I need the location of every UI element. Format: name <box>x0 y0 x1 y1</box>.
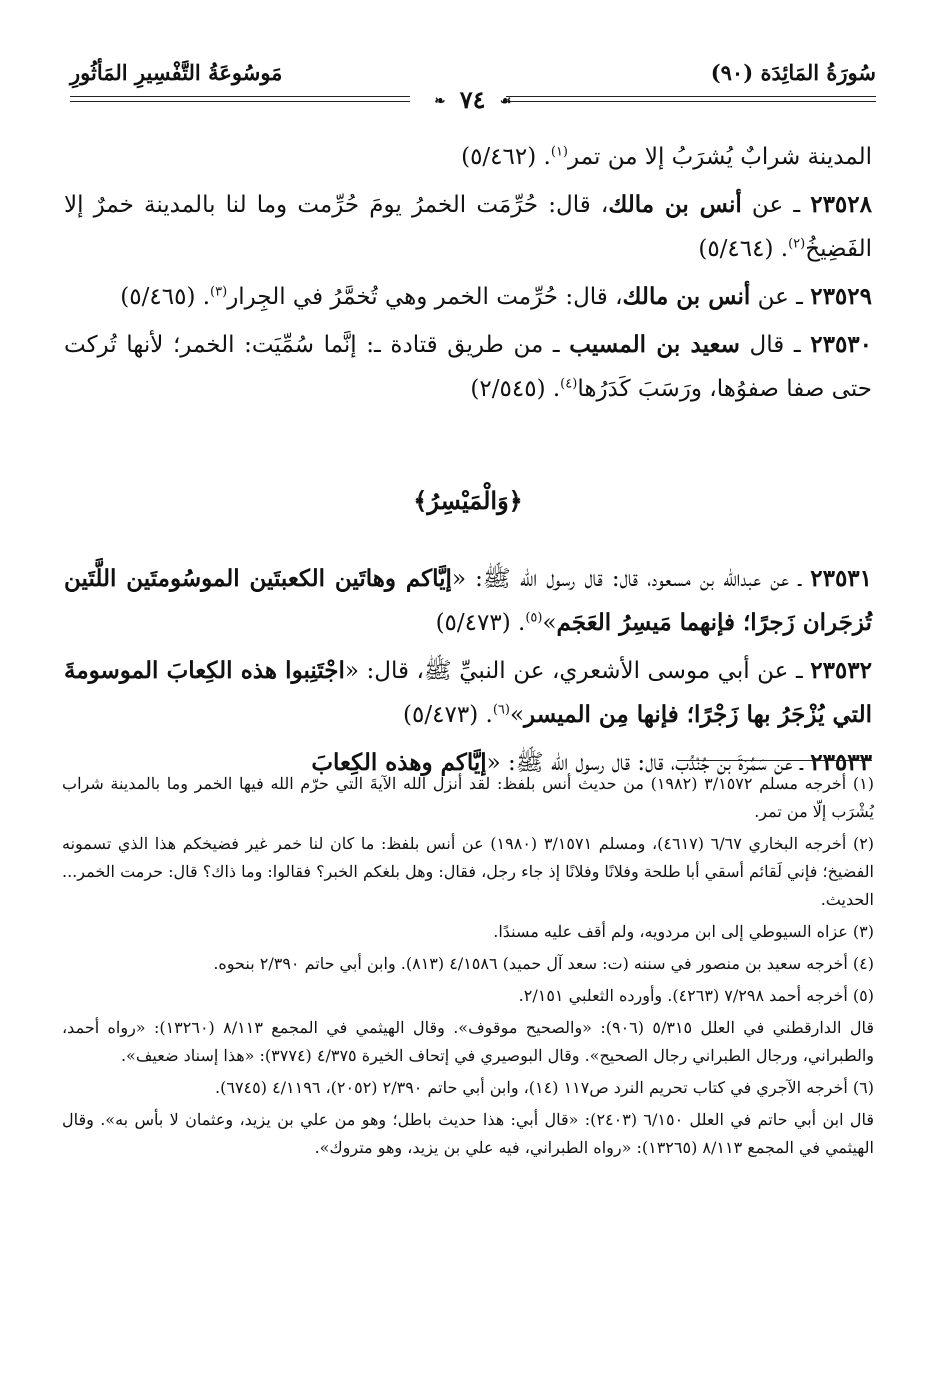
entry-23529 <box>64 275 872 319</box>
entry-text: ، قال: حُرِّمَت الخمرُ يومَ حُرِّمت وما لنا بالمدينة خمرٌ إلا الفَضِيخُ <box>64 192 872 262</box>
section-heading: ﴿وَالْمَيْسِرُ﴾ <box>413 486 523 515</box>
footnote-4: (٤) أخرجه سعيد بن منصور في سننه (ت: سعد آل حميد) ٤/١٥٨٦ (٨١٣). وابن أبي حاتم ٢/٣٩٠ بنحوه. <box>213 954 874 973</box>
main-text <box>64 135 872 789</box>
footnote-separator <box>677 760 872 761</box>
entry-23531 <box>64 557 872 645</box>
hadith-text: اجْتَنِبوا هذه الكِعابَ الموسومةَ التي يُزْجَرُ بها زَجْرًا؛ فإنها مِن الميسر <box>64 657 872 728</box>
surah-title: سُورَةُ المَائِدَة (٩٠) <box>710 60 876 85</box>
entry-23532 <box>64 649 872 737</box>
footnote-marker[interactable]: (٤) <box>560 376 578 392</box>
entry-number: ٢٣٥٣٣ <box>810 749 872 776</box>
entry-text: ـ عن <box>750 284 811 310</box>
footnote-2: (٢) أخرجه البخاري ٦/٦٧ (٤٦١٧)، ومسلم ٣/١٥٧١ (١٩٨٠) عن أنس بلفظ: ما كان لنا خمر غير فضيخكم هذا الذي تسمونه الفضيخ؛ فإني لَقائم أسقي أبا طلحة وفلانًا وفلانًا إذ جاء رجل، فقال: وهل بلغكم الخبر؟ فقالوا: وما ذاك؟ قال: حرمت الخمر... الحديث. <box>62 834 875 909</box>
footnote-marker[interactable]: (٣) <box>210 284 228 300</box>
footnote-marker[interactable]: (٥) <box>525 610 543 626</box>
page-header <box>70 52 876 116</box>
entry-23530 <box>64 323 872 411</box>
volume-reference: . (٥/٤٦٥) <box>120 284 211 310</box>
entry-text: ، قال: حُرِّمت الخمر وهي تُخمَّرُ في الجِرار <box>227 284 623 310</box>
footnote-marker[interactable]: (٦) <box>492 702 510 718</box>
footnote-marker[interactable]: (٢) <box>788 236 806 252</box>
entry-text: ـ عن أبي موسى الأشعري، عن النبيِّ ﷺ، قال: « <box>344 658 811 684</box>
hadith-text: إيَّاكم وهذه الكِعابَ <box>311 749 487 776</box>
footnote-marker[interactable]: (١) <box>550 144 568 160</box>
entry-number: ٢٣٥٣١ <box>810 565 873 592</box>
footnote-6: (٦) أخرجه الآجري في كتاب تحريم النرد ص١١٧ (١٤)، وابن أبي حاتم ٢/٣٩٠ (٢٠٥٢)، ٤/١١٩٦ (٦٧٤٥). <box>215 1078 874 1097</box>
narrator-name: سعيد بن المسيب <box>569 331 740 358</box>
volume-reference: . (٥/٤٧٣) <box>403 702 493 728</box>
hadith-text: إيَّاكم وهاتَين الكعبتَين الموسُومتَين اللَّتَين تُزجَران زَجرًا؛ فإنهما مَيسِرُ العَجَم <box>64 565 872 636</box>
entry-text: المدينة شرابٌ يُشرَبُ إلا من تمر <box>568 144 872 170</box>
entry-number: ٢٣٥٣٢ <box>810 657 872 684</box>
entry-text: ـ عن <box>741 192 811 218</box>
footnote-5-comment: قال الدارقطني في العلل ٥/٣١٥ (٩٠٦): «والصحيح موقوف». وقال الهيثمي في المجمع ٨/١١٣ (١٣٢٦٠): «رواه أحمد، والطبراني، ورجال الطبراني رجال الصحيح». وقال البوصيري في إتحاف الخيرة ٤/٣٧٥ (٣٧٧٤): «هذا إسناد ضعيف». <box>62 1018 874 1065</box>
entry-text: ـ من طريق قتادة ـ: إنَّما سُمِّيَت: الخمر؛ لأنها تُركت حتى صفا صفوُها، ورَسَبَ كَدَرُها <box>64 332 872 402</box>
narrator-name: أنس بن مالك <box>622 283 751 310</box>
footnote-3: (٣) عزاه السيوطي إلى ابن مردويه، ولم أقف عليه مسندًا. <box>493 922 874 941</box>
page-number-value: ٧٤ <box>459 85 486 114</box>
volume-reference: . (٥/٤٧٣) <box>435 610 526 636</box>
entry-number: ٢٣٥٢٩ <box>810 283 872 310</box>
volume-reference: . (٥/٤٦٢) <box>461 144 551 170</box>
ornament-right-icon: ☙ <box>499 94 512 109</box>
entry-text: ـ قال <box>739 332 811 358</box>
book-title: مَوسُوعَةُ التَّفْسِيرِ المَأثُورِ <box>70 60 283 85</box>
ornament-left-icon: ❧ <box>434 94 446 109</box>
quote-close: » <box>542 610 557 636</box>
page-number <box>428 85 517 114</box>
entry-text: ـ عن عبدالله بن مسعود، قال: قال رسول الله ﷺ: « <box>451 566 811 592</box>
footnote-6-comment: قال ابن أبي حاتم في العلل ٦/١٥٠ (٢٤٠٣): «قال أبي: هذا حديث باطل؛ وهو من علي بن يزيد، وعثمان لا بأس به». وقال الهيثمي في المجمع ٨/١١٣ (١٣٢٦٥): «رواه الطبراني، فيه علي بن يزيد، وهو متروك». <box>62 1110 875 1157</box>
narrator-name: أنس بن مالك <box>608 191 742 218</box>
entry-23528 <box>64 183 872 271</box>
quote-close: » <box>509 702 525 728</box>
entry-number: ٢٣٥٣٠ <box>810 331 873 358</box>
volume-reference: . (٢/٥٤٥) <box>470 376 561 402</box>
volume-reference: . (٥/٤٦٤) <box>698 236 789 262</box>
footnote-5: (٥) أخرجه أحمد ٧/٢٩٨ (٤٢٦٣). وأورده الثعلبي ٢/١٥١. <box>518 986 874 1005</box>
entry-text: ـ عن سَمُرَةَ بن جُنْدُب، قال: قال رسول الله ﷺ: « <box>486 750 811 776</box>
footnotes <box>62 770 874 1166</box>
footnote-1: (١) أخرجه مسلم ٣/١٥٧٢ (١٩٨٢) من حديث أنس بلفظ: لقد أنزل الله الآيةَ التي حرّم الله فيها الخمر وما بالمدينة شراب يُشْرَب إلّا من تمر. <box>62 774 875 821</box>
entry-continuation <box>64 135 872 179</box>
header-rule-right <box>506 96 876 102</box>
entry-number: ٢٣٥٢٨ <box>810 191 872 218</box>
header-rule-left <box>70 96 410 102</box>
